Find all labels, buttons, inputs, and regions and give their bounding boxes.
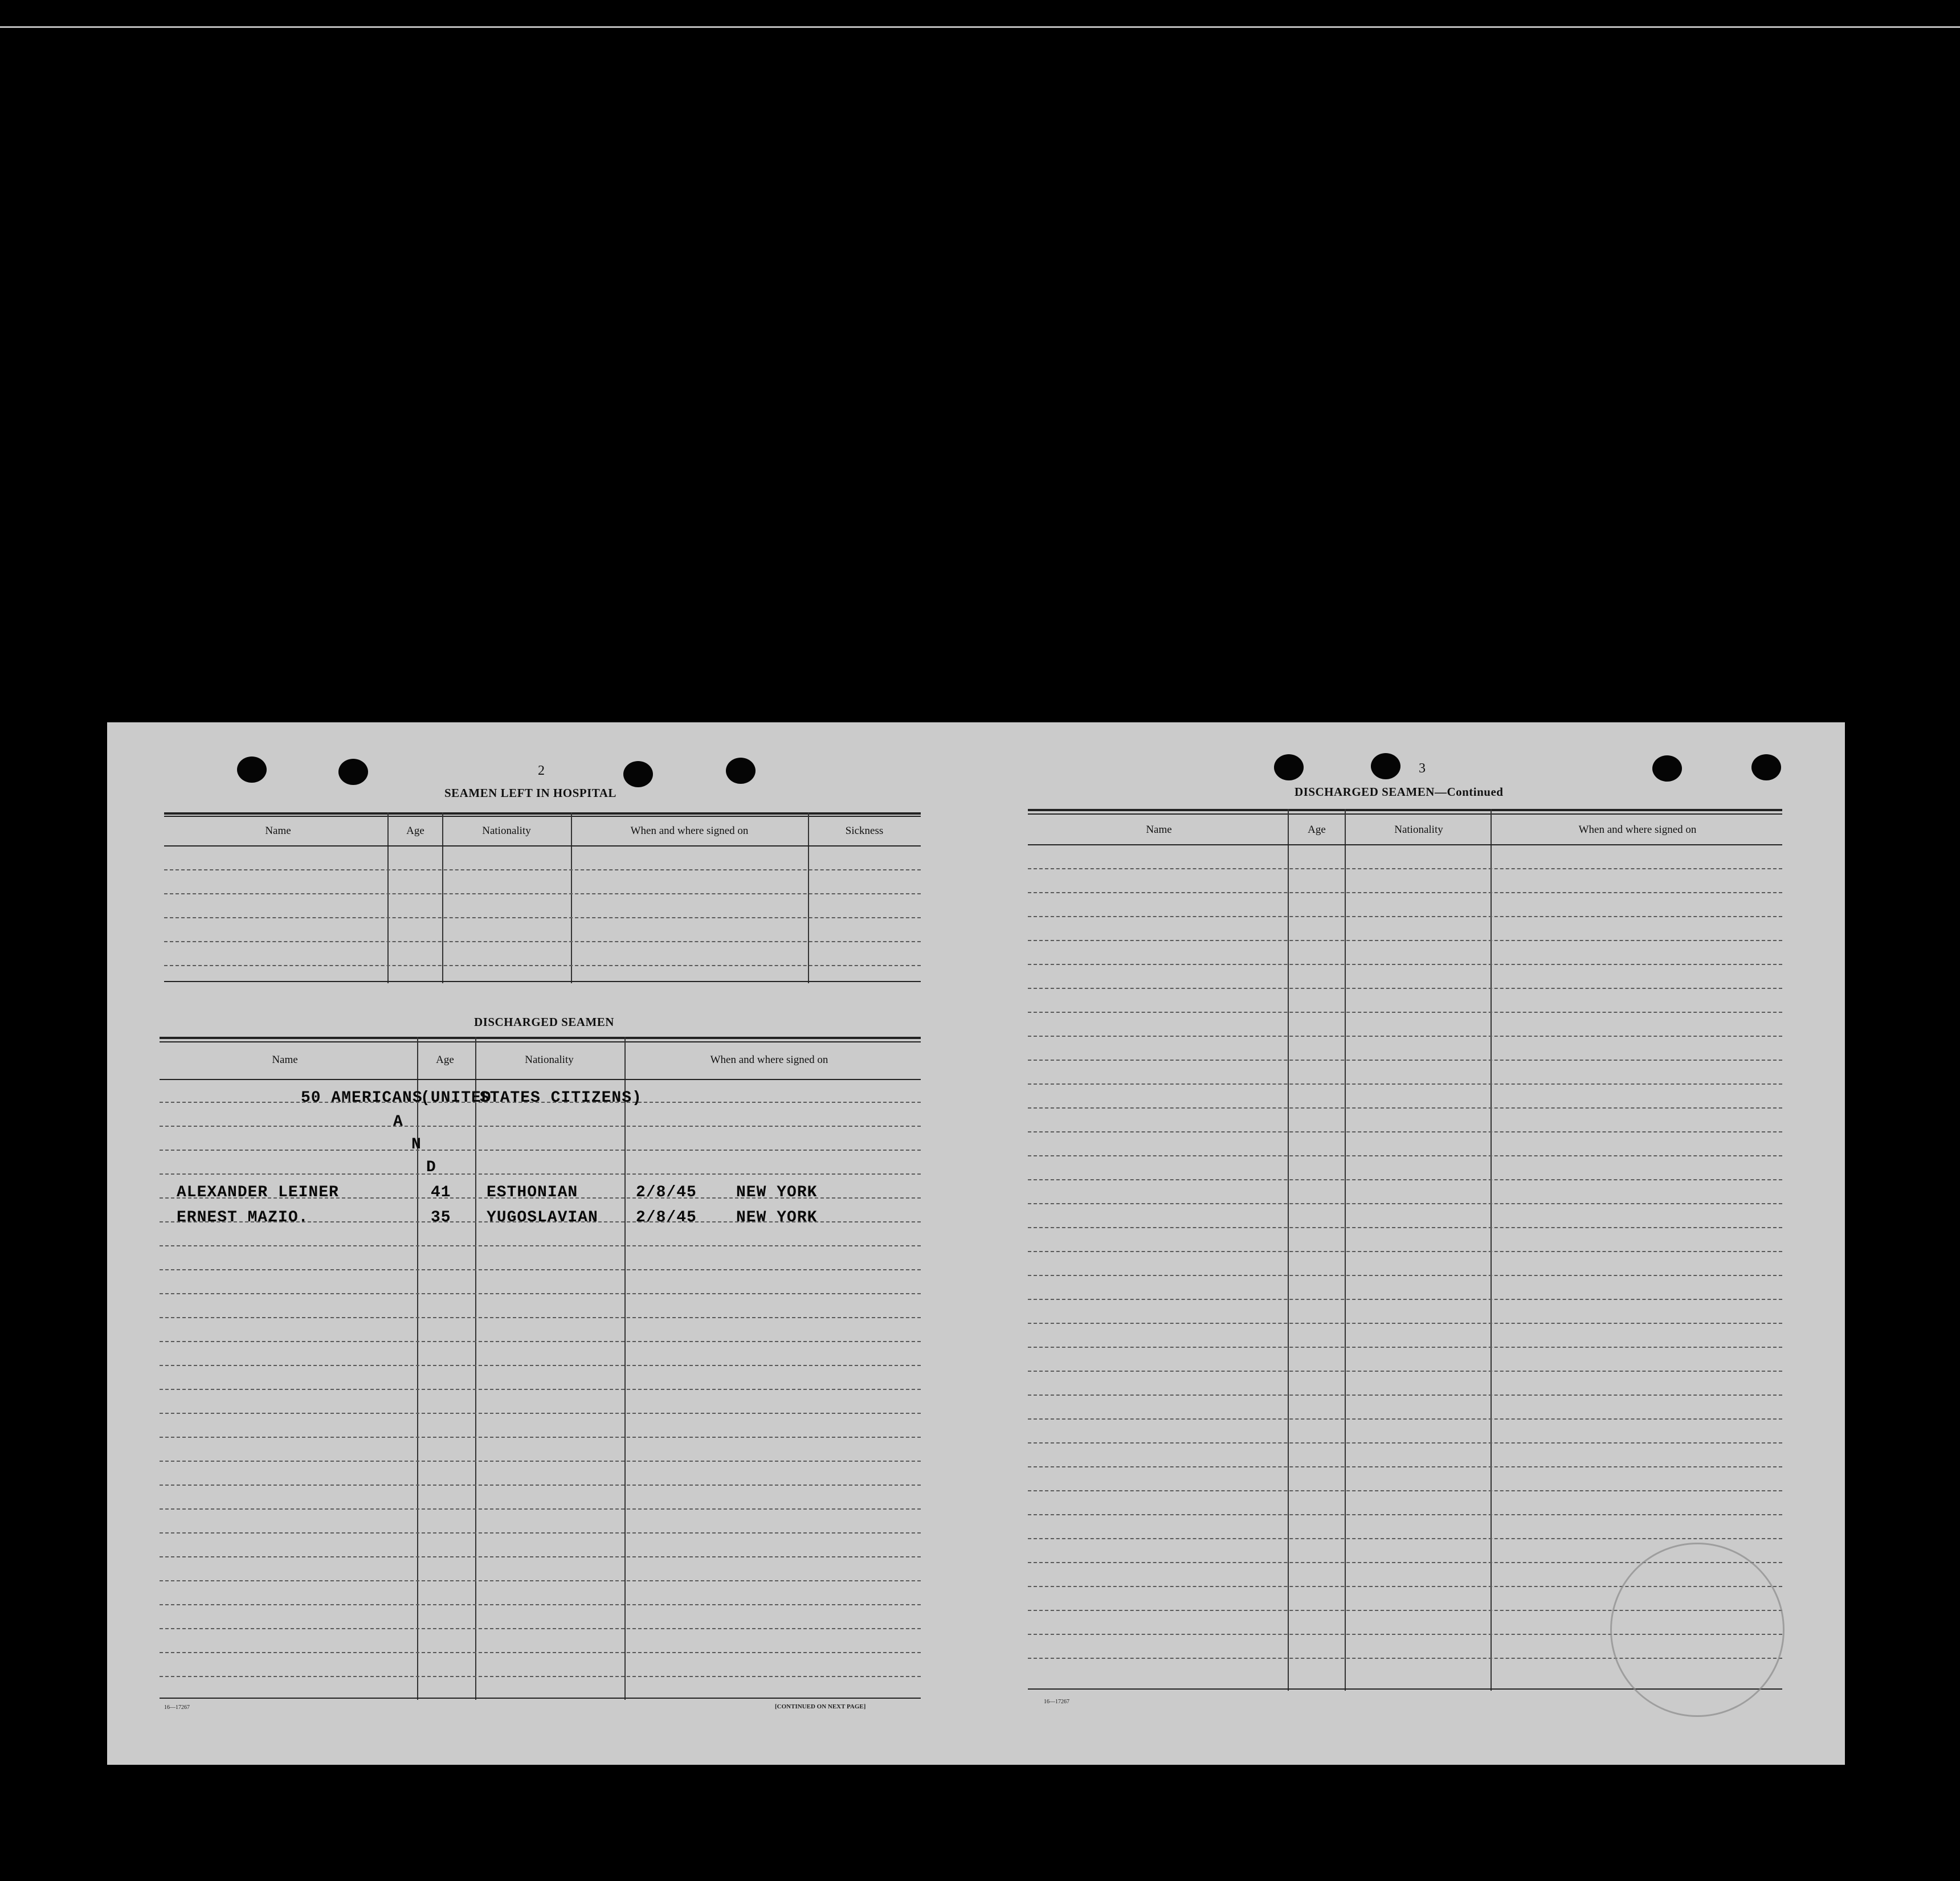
punch-hole bbox=[1751, 754, 1781, 780]
form-number-left: 16—17267 bbox=[164, 1704, 190, 1711]
entry-letter-n: N bbox=[411, 1136, 422, 1154]
entry-letter-d: D bbox=[426, 1159, 436, 1176]
page-number-right: 3 bbox=[1419, 761, 1426, 776]
seaman-nationality: ESTHONIAN bbox=[487, 1184, 578, 1201]
crew-list-sheet bbox=[107, 722, 1845, 1765]
punch-hole bbox=[726, 758, 756, 784]
entry-letter-a: A bbox=[393, 1113, 403, 1131]
col-signed-on: When and where signed on bbox=[630, 825, 749, 837]
col-age: Age bbox=[406, 825, 424, 837]
col-age: Age bbox=[1308, 824, 1326, 836]
hospital-table bbox=[164, 812, 921, 983]
col-name: Name bbox=[1146, 824, 1172, 836]
signed-on-date: 2/8/45 bbox=[636, 1184, 697, 1201]
col-age: Age bbox=[436, 1054, 454, 1066]
discharged-section-title: DISCHARGED SEAMEN bbox=[474, 1015, 614, 1029]
punch-hole bbox=[623, 761, 653, 787]
col-sickness: Sickness bbox=[845, 825, 884, 837]
punch-hole bbox=[1371, 753, 1400, 779]
faded-official-stamp bbox=[1610, 1543, 1785, 1717]
col-signed-on: When and where signed on bbox=[1578, 824, 1697, 836]
seaman-age: 35 bbox=[431, 1209, 451, 1226]
col-signed-on: When and where signed on bbox=[710, 1054, 828, 1066]
col-nationality: Nationality bbox=[1394, 824, 1443, 836]
seaman-name: ALEXANDER LEINER bbox=[177, 1184, 339, 1201]
form-number-right: 16—17267 bbox=[1044, 1699, 1069, 1705]
col-nationality: Nationality bbox=[525, 1054, 574, 1066]
col-name: Name bbox=[265, 825, 291, 837]
punch-hole bbox=[1652, 755, 1682, 782]
col-nationality: Nationality bbox=[482, 825, 531, 837]
punch-hole bbox=[338, 759, 368, 785]
hospital-section-title: SEAMEN LEFT IN HOSPITAL bbox=[444, 786, 616, 800]
page-number-left: 2 bbox=[538, 763, 545, 778]
discharged-continued-title: DISCHARGED SEAMEN—Continued bbox=[1295, 785, 1504, 799]
entry-americans: 50 AMERICANS bbox=[301, 1089, 423, 1107]
entry-united: (UNITED bbox=[420, 1089, 492, 1107]
punch-hole bbox=[1274, 754, 1304, 780]
punch-hole bbox=[237, 757, 267, 783]
col-name: Name bbox=[272, 1054, 298, 1066]
discharged-table-left bbox=[160, 1037, 921, 1700]
continued-note: [CONTINUED ON NEXT PAGE] bbox=[775, 1703, 866, 1710]
signed-on-place: NEW YORK bbox=[736, 1184, 818, 1201]
entry-states-citizens: STATES CITIZENS) bbox=[480, 1089, 642, 1107]
scanner-top-edge bbox=[0, 26, 1960, 28]
seaman-nationality: YUGOSLAVIAN bbox=[487, 1209, 598, 1226]
signed-on-place: NEW YORK bbox=[736, 1209, 818, 1226]
seaman-age: 41 bbox=[431, 1184, 451, 1201]
signed-on-date: 2/8/45 bbox=[636, 1209, 697, 1226]
seaman-name: ERNEST MAZIO. bbox=[177, 1209, 309, 1226]
